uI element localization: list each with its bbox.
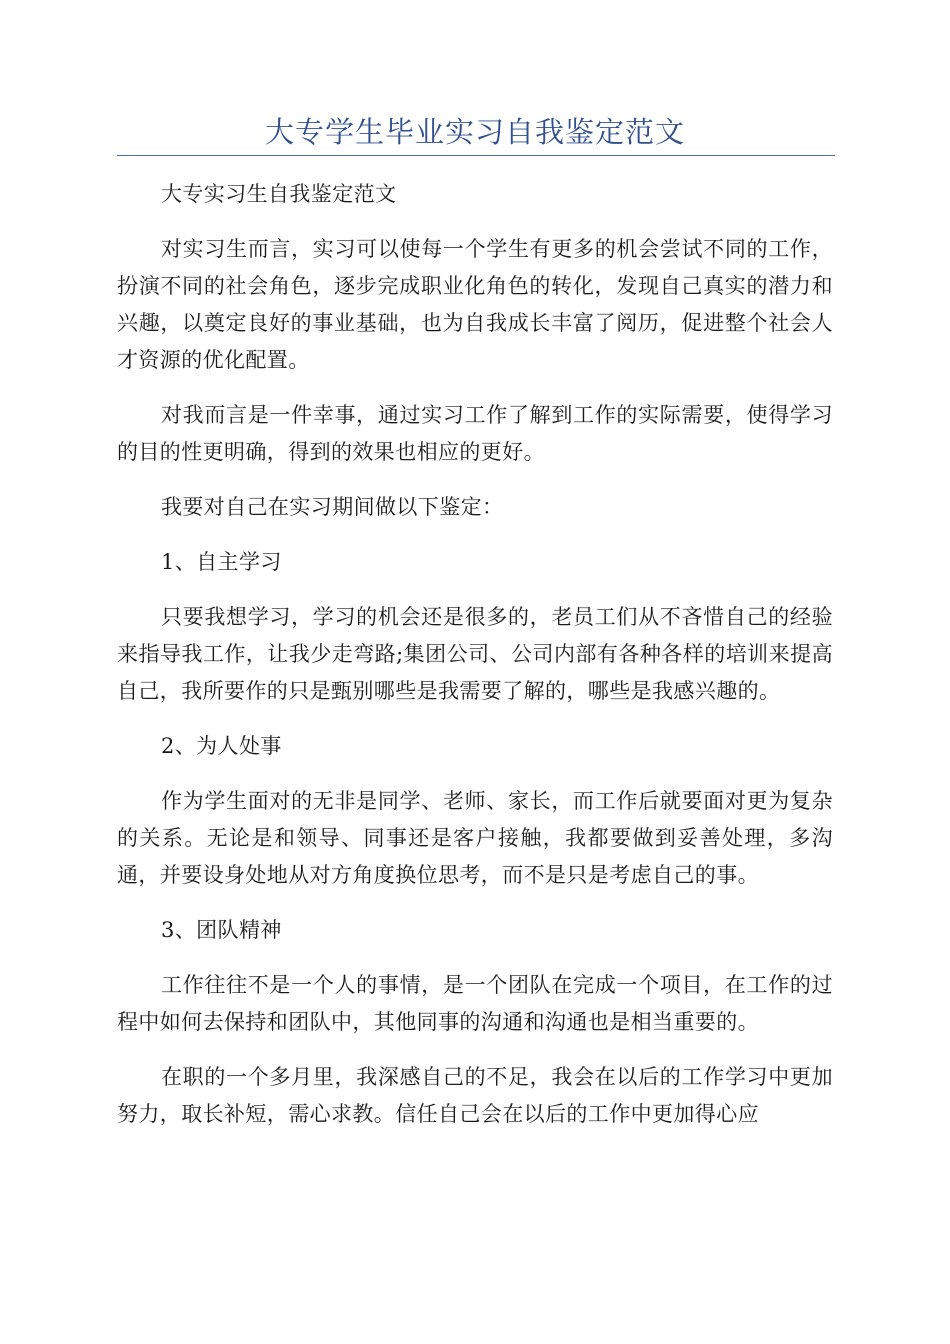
body-paragraph: 工作往往不是一个人的事情，是一个团队在完成一个项目，在工作的过程中如何去保持和团队中，其他同事的沟通和沟通也是相当重要的。 <box>117 973 833 1034</box>
body-paragraph: 在职的一个多月里，我深感自己的不足，我会在以后的工作学习中更加努力，取长补短，需心求教。信任自己会在以后的工作中更加得心应 <box>117 1065 833 1126</box>
document-body <box>117 176 833 1151</box>
body-paragraph: 对我而言是一件幸事，通过实习工作了解到工作的实际需要，使得学习的目的性更明确，得到的效果也相应的更好。 <box>117 403 833 464</box>
body-paragraph: 作为学生面对的无非是同学、老师、家长，而工作后就要面对更为复杂的关系。无论是和领导、同事还是客户接触，我都要做到妥善处理，多沟通，并要设身处地从对方角度换位思考，而不是只是考虑自己的事。 <box>117 789 833 887</box>
title-underline <box>117 155 835 156</box>
body-paragraph: 只要我想学习，学习的机会还是很多的，老员工们从不吝惜自己的经验来指导我工作，让我少走弯路;集团公司、公司内部有各种各样的培训来提高自己，我所要作的只是甄别哪些是我需要了解的，哪些是我感兴趣的。 <box>117 605 833 703</box>
section-heading: 2、为人处事 <box>161 734 282 758</box>
section-heading: 1、自主学习 <box>161 550 282 574</box>
subtitle-paragraph: 大专实习生自我鉴定范文 <box>161 182 397 206</box>
body-paragraph: 对实习生而言，实习可以使每一个学生有更多的机会尝试不同的工作，扮演不同的社会角色，逐步完成职业化角色的转化，发现自己真实的潜力和兴趣，以奠定良好的事业基础，也为自我成长丰富了阅历，促进整个社会人才资源的优化配置。 <box>117 237 833 372</box>
document-title: 大专学生毕业实习自我鉴定范文 <box>264 115 685 149</box>
body-paragraph: 我要对自己在实习期间做以下鉴定： <box>161 495 504 519</box>
section-heading: 3、团队精神 <box>161 918 282 942</box>
